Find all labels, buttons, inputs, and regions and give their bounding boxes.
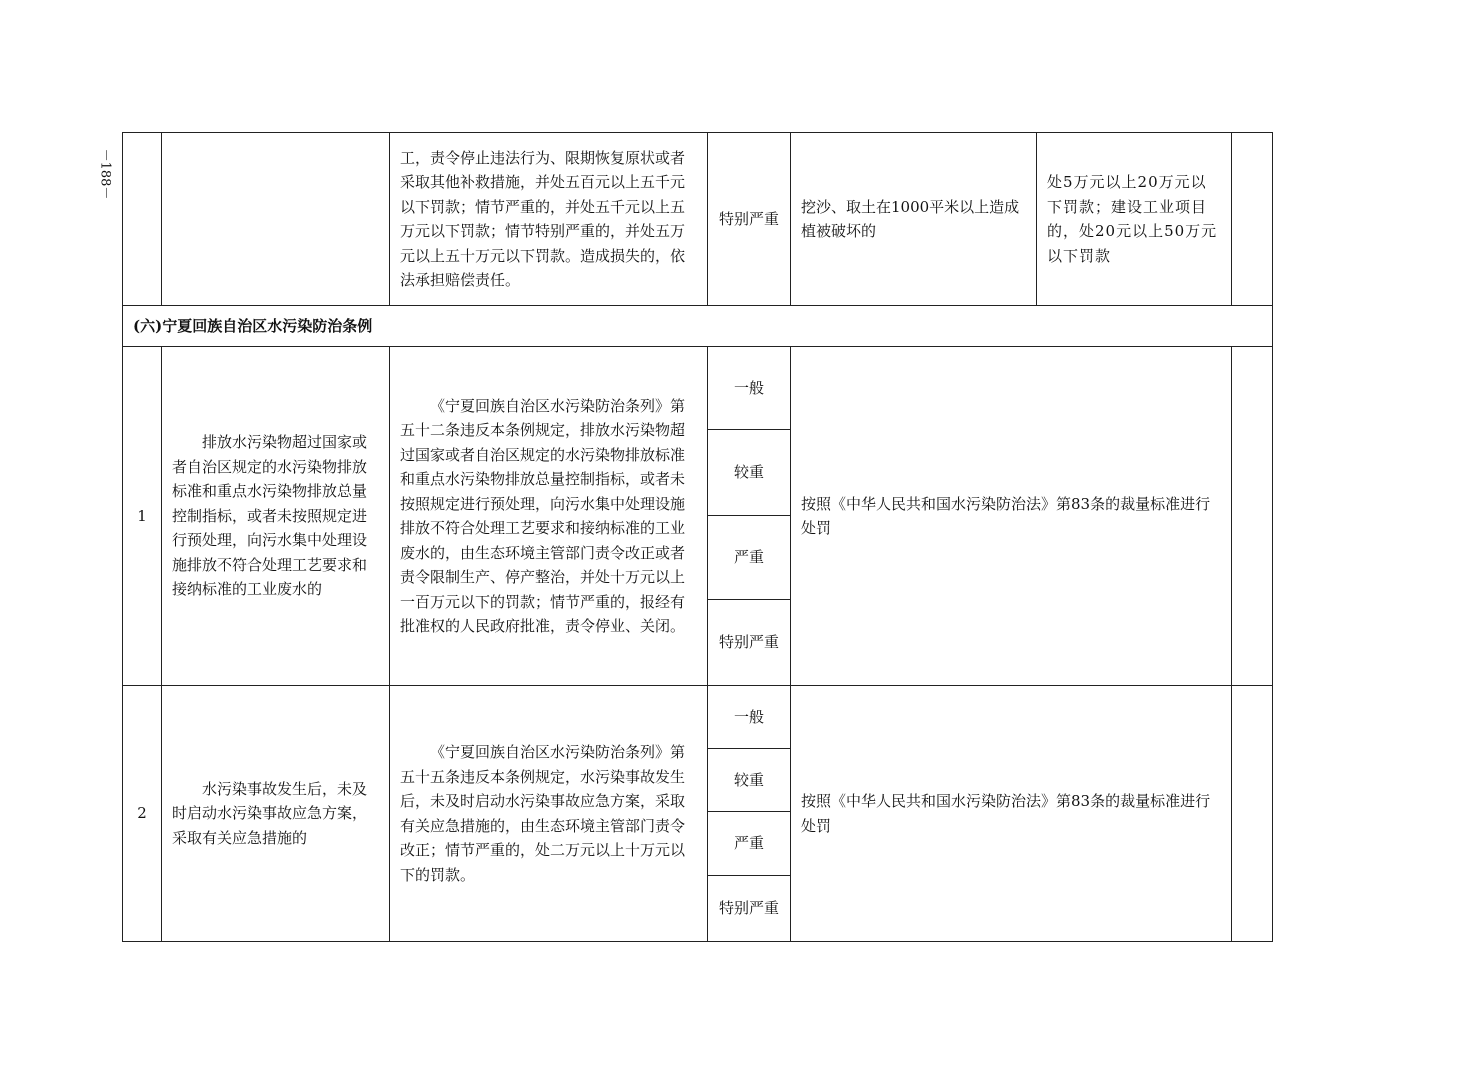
- item-number: 1: [123, 347, 162, 686]
- level-especially-serious: 特别严重: [708, 876, 791, 942]
- table-row-continued: [123, 133, 1273, 306]
- item-remark: [1232, 686, 1273, 942]
- continued-circumstance-cell: 挖沙、取土在1000平米以上造成植被破坏的: [791, 133, 1037, 306]
- level-heavier: 较重: [708, 430, 791, 516]
- item-remark: [1232, 347, 1273, 686]
- item-behavior: 排放水污染物超过国家或者自治区规定的水污染物排放标准和重点水污染物排放总量控制指标，或者未按照规定进行预处理，向污水集中处理设施排放不符合处理工艺要求和接纳标准的工业废水的: [162, 347, 390, 686]
- item-standard: 按照《中华人民共和国水污染防治法》第83条的裁量标准进行处罚: [791, 347, 1232, 686]
- level-general: 一般: [708, 347, 791, 430]
- continued-remark-cell: [1232, 133, 1273, 306]
- level-heavier: 较重: [708, 749, 791, 812]
- section-row: [123, 306, 1273, 347]
- item-provision: 《宁夏回族自治区水污染防治条列》第五十五条违反本条例规定，水污染事故发生后，未及时启动水污染事故应急方案，采取有关应急措施的，由生态环境主管部门责令改正；情节严重的，处二万元以上十万元以下的罚款。: [390, 686, 708, 942]
- item-standard: 按照《中华人民共和国水污染防治法》第83条的裁量标准进行处罚: [791, 686, 1232, 942]
- level-serious: 严重: [708, 516, 791, 600]
- table-row: [123, 347, 1273, 430]
- item-number: 2: [123, 686, 162, 942]
- level-especially-serious: 特别严重: [708, 600, 791, 686]
- continued-penalty-cell: 处5万元以上20万元以下罚款；建设工业项目的，处20元以上50万元以下罚款: [1037, 133, 1232, 306]
- item-provision: 《宁夏回族自治区水污染防治条列》第五十二条违反本条例规定，排放水污染物超过国家或者自治区规定的水污染物排放标准和重点水污染物排放总量控制指标，或者未按照规定进行预处理，向污水集中处理设施排放不符合处理工艺要求和接纳标准的工业废水的，由生态环境主管部门责令改正或者责令限制生产、停产整治，并处十万元以上一百万元以下的罚款；情节严重的，报经有批准权的人民政府批准，责令停业、关闭。: [390, 347, 708, 686]
- table-row: [123, 686, 1273, 749]
- level-serious: 严重: [708, 812, 791, 876]
- discretion-standard-table: [122, 132, 1273, 942]
- continued-number-cell: [123, 133, 162, 306]
- continued-level-cell: 特别严重: [708, 133, 791, 306]
- continued-behavior-cell: [162, 133, 390, 306]
- page-number: －188－: [97, 148, 113, 200]
- item-behavior: 水污染事故发生后，未及时启动水污染事故应急方案，采取有关应急措施的: [162, 686, 390, 942]
- section-title: (六)宁夏回族自治区水污染防治条例: [123, 306, 1273, 347]
- continued-provision-cell: 工，责令停止违法行为、限期恢复原状或者采取其他补救措施，并处五百元以上五千元以下罚款；情节严重的，并处五千元以上五万元以下罚款；情节特别严重的，并处五万元以上五十万元以下罚款。造成损失的，依法承担赔偿责任。: [390, 133, 708, 306]
- level-general: 一般: [708, 686, 791, 749]
